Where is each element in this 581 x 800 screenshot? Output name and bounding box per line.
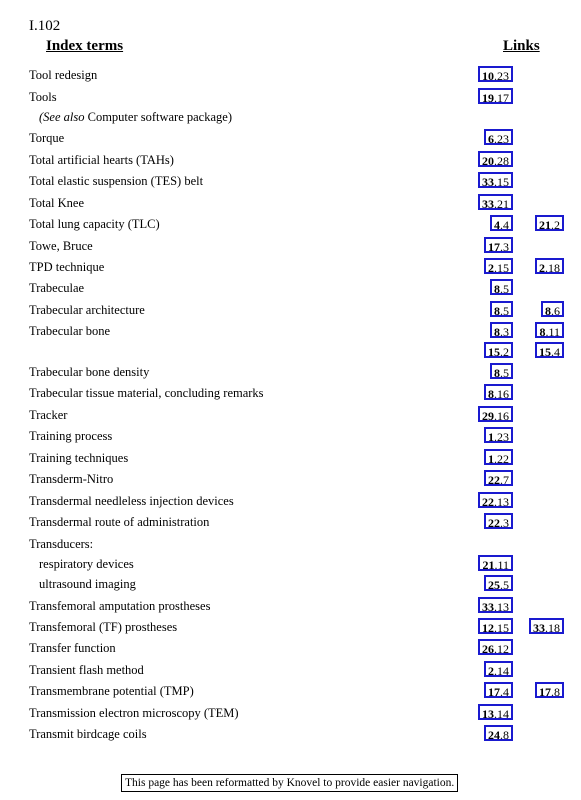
index-entry [0, 405, 581, 425]
index-term: Tools [29, 90, 57, 104]
index-term: Trabecular tissue material, concluding remarks [29, 386, 264, 400]
index-term: Tracker [29, 408, 68, 422]
index-entry [0, 278, 581, 298]
knovel-footer-note: This page has been reformatted by Knovel to provide easier navigation. [121, 774, 458, 792]
index-entry [0, 703, 581, 723]
index-entry [0, 681, 581, 701]
page-link[interactable]: 2.15 [484, 258, 513, 274]
page-link[interactable]: 29.16 [478, 406, 513, 422]
page-link[interactable]: 22.7 [484, 470, 513, 486]
page-link[interactable]: 1.23 [484, 427, 513, 443]
page-link[interactable]: 21.2 [535, 215, 564, 231]
page-link[interactable]: 8.5 [490, 279, 513, 295]
index-terms-header: Index terms [46, 38, 124, 54]
page-number: I.102 [29, 18, 61, 34]
page-link[interactable]: 33.15 [478, 172, 513, 188]
page-link[interactable]: 17.4 [484, 682, 513, 698]
page-link[interactable]: 22.3 [484, 513, 513, 529]
index-entry [0, 426, 581, 446]
index-entry [0, 660, 581, 680]
index-entry [0, 448, 581, 468]
index-entry [0, 574, 581, 594]
index-entry [0, 321, 581, 341]
index-entry [0, 214, 581, 234]
index-term: Transmission electron microscopy (TEM) [29, 706, 239, 720]
page-link[interactable]: 17.8 [535, 682, 564, 698]
index-entry [0, 617, 581, 637]
index-term: Transducers: [29, 537, 94, 551]
index-entry [0, 724, 581, 744]
page-link[interactable]: 8.5 [490, 363, 513, 379]
see-also-note: (See also Computer software package) [39, 110, 232, 124]
index-entry [0, 383, 581, 403]
page-link[interactable]: 33.18 [529, 618, 564, 634]
page-link[interactable]: 8.5 [490, 301, 513, 317]
page-link[interactable]: 22.13 [478, 492, 513, 508]
index-term: Trabecular architecture [29, 303, 145, 317]
page-link[interactable]: 6.23 [484, 129, 513, 145]
index-entry [0, 300, 581, 320]
index-term: TPD technique [29, 260, 105, 274]
page-link[interactable]: 15.2 [484, 342, 513, 358]
index-entry [0, 171, 581, 191]
page-link[interactable]: 15.4 [535, 342, 564, 358]
index-entry [0, 554, 581, 574]
index-entry [0, 65, 581, 85]
index-entry [0, 128, 581, 148]
page-link[interactable]: 17.3 [484, 237, 513, 253]
index-term: Transmit birdcage coils [29, 727, 147, 741]
index-term: Trabecular bone density [29, 365, 150, 379]
index-term: Total lung capacity (TLC) [29, 217, 160, 231]
page-link[interactable]: 19.17 [478, 88, 513, 104]
index-term: Transderm-Nitro [29, 472, 114, 486]
index-term: Transfemoral amputation prostheses [29, 599, 211, 613]
page-link[interactable]: 2.14 [484, 661, 513, 677]
index-entry [0, 341, 581, 361]
page-link[interactable]: 33.13 [478, 597, 513, 613]
index-term: Transfemoral (TF) prostheses [29, 620, 178, 634]
page-link[interactable]: 4.4 [490, 215, 513, 231]
index-term: Transdermal needleless injection devices [29, 494, 234, 508]
index-term: Transdermal route of administration [29, 515, 210, 529]
index-entry [0, 362, 581, 382]
index-term: Total elastic suspension (TES) belt [29, 174, 204, 188]
index-entry [0, 638, 581, 658]
index-entry [0, 87, 581, 107]
page-link[interactable]: 25.5 [484, 575, 513, 591]
page-link[interactable]: 1.22 [484, 449, 513, 465]
page-link[interactable]: 8.6 [541, 301, 564, 317]
index-term: Towe, Bruce [29, 239, 93, 253]
page-link[interactable]: 12.15 [478, 618, 513, 634]
index-entry [0, 512, 581, 532]
index-term: Transient flash method [29, 663, 144, 677]
page-link[interactable]: 8.11 [535, 322, 564, 338]
index-entry [0, 491, 581, 511]
page-link[interactable]: 24.8 [484, 725, 513, 741]
page-link[interactable]: 8.16 [484, 384, 513, 400]
index-entry [0, 534, 581, 554]
page-link[interactable]: 33.21 [478, 194, 513, 210]
index-term: Transmembrane potential (TMP) [29, 684, 194, 698]
index-term: Trabeculae [29, 281, 85, 295]
index-entry [0, 236, 581, 256]
index-term: Total artificial hearts (TAHs) [29, 153, 174, 167]
links-header: Links [503, 38, 540, 54]
index-term: Training process [29, 429, 113, 443]
index-term: Torque [29, 131, 65, 145]
page-link[interactable]: 13.14 [478, 704, 513, 720]
index-term: Training techniques [29, 451, 129, 465]
index-entry [0, 257, 581, 277]
index-term: Tool redesign [29, 68, 98, 82]
index-term: ultrasound imaging [39, 577, 136, 591]
index-entry [0, 596, 581, 616]
index-entry [0, 469, 581, 489]
index-entry [0, 150, 581, 170]
page-link[interactable]: 21.11 [478, 555, 513, 571]
index-term: Total Knee [29, 196, 85, 210]
page-link[interactable]: 26.12 [478, 639, 513, 655]
page-link[interactable]: 8.3 [490, 322, 513, 338]
index-term: Trabecular bone [29, 324, 111, 338]
page-link[interactable]: 20.28 [478, 151, 513, 167]
index-entry [0, 193, 581, 213]
index-entry [0, 107, 581, 127]
index-term: Transfer function [29, 641, 116, 655]
index-term: respiratory devices [39, 557, 134, 571]
page-link[interactable]: 2.18 [535, 258, 564, 274]
page-link[interactable]: 10.23 [478, 66, 513, 82]
